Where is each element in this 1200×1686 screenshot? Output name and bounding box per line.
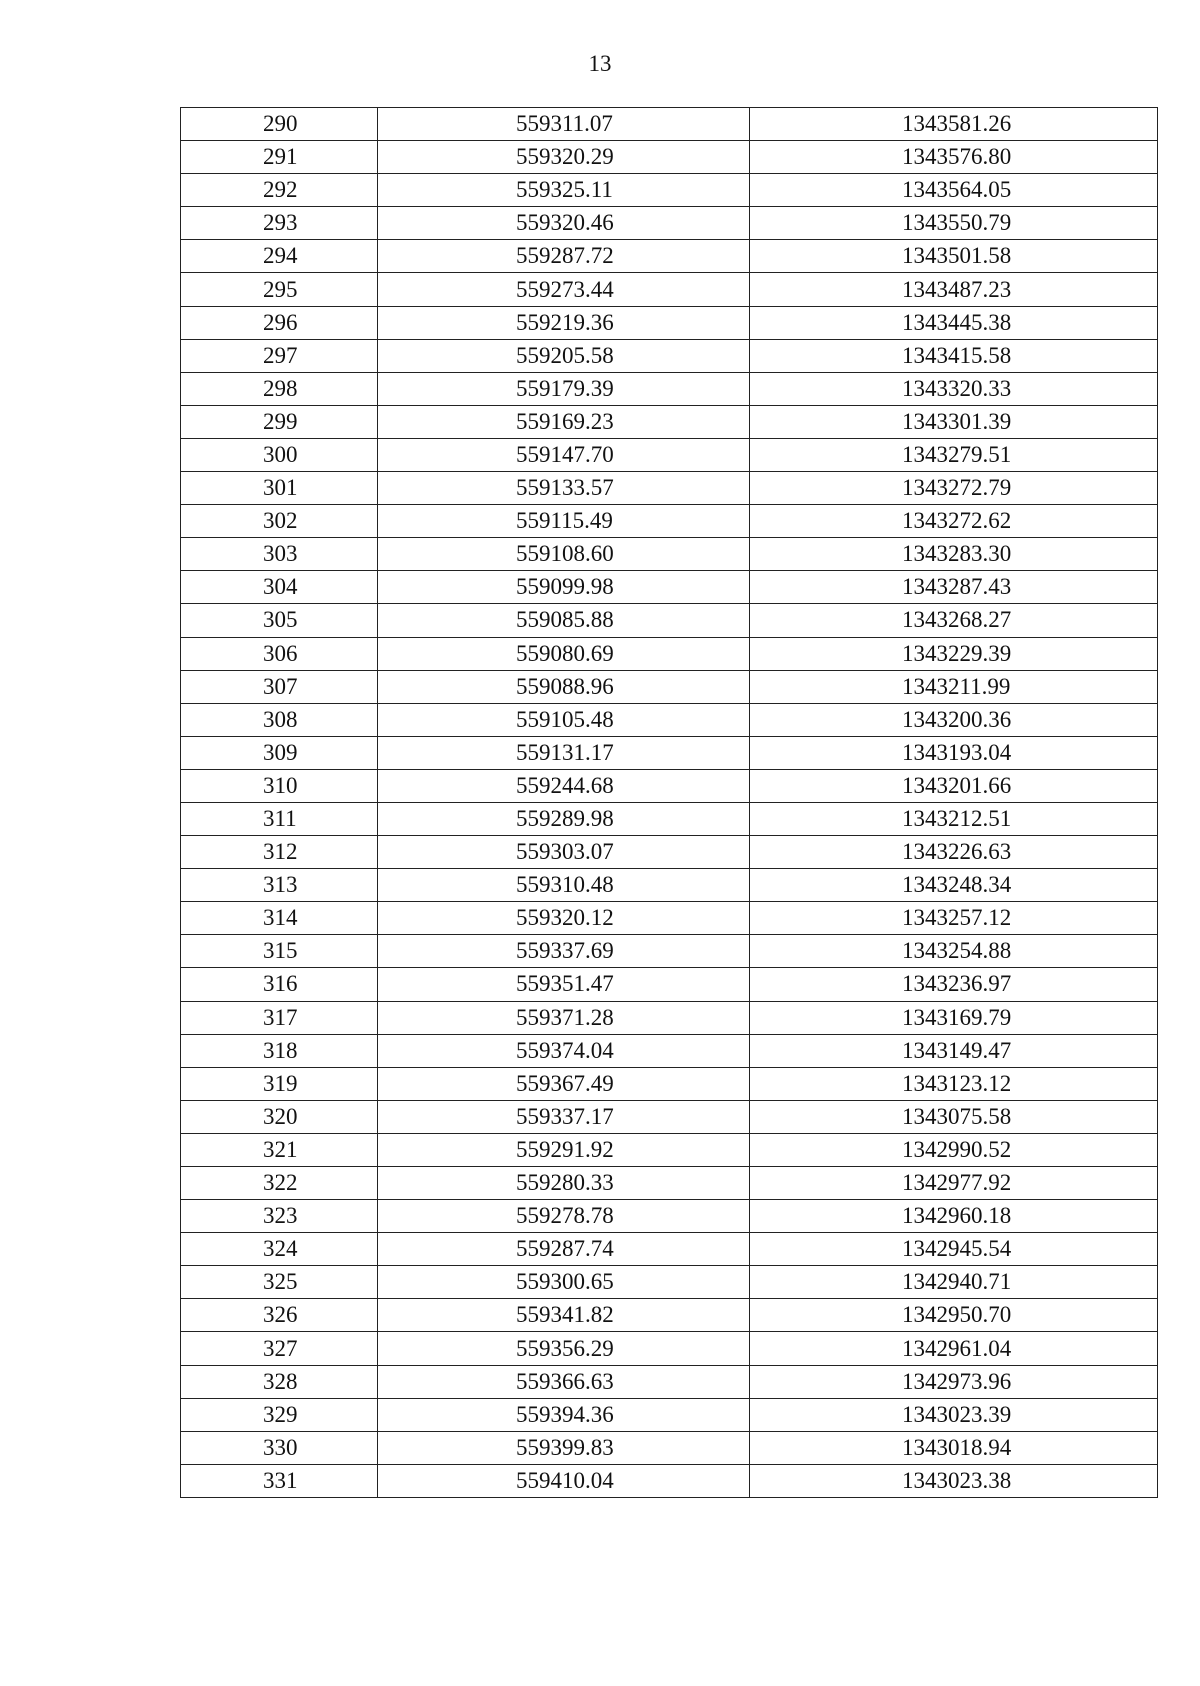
- y-coordinate-cell: 1343023.39: [750, 1398, 1158, 1431]
- table-row: [181, 240, 1158, 273]
- point-number-cell: 311: [181, 802, 378, 835]
- table-row: [181, 968, 1158, 1001]
- y-coordinate-cell: 1342940.71: [750, 1266, 1158, 1299]
- table-row: [181, 339, 1158, 372]
- y-coordinate-cell: 1343226.63: [750, 836, 1158, 869]
- x-coordinate-cell: 559399.83: [378, 1431, 750, 1464]
- x-coordinate-cell: 559303.07: [378, 836, 750, 869]
- point-number-cell: 326: [181, 1299, 378, 1332]
- point-number-cell: 315: [181, 935, 378, 968]
- x-coordinate-cell: 559320.29: [378, 141, 750, 174]
- y-coordinate-cell: 1343257.12: [750, 902, 1158, 935]
- y-coordinate-cell: 1343320.33: [750, 372, 1158, 405]
- page-number: 13: [588, 51, 612, 76]
- x-coordinate-cell: 559366.63: [378, 1365, 750, 1398]
- y-coordinate-cell: 1343445.38: [750, 306, 1158, 339]
- point-number-cell: 318: [181, 1034, 378, 1067]
- x-coordinate-cell: 559099.98: [378, 571, 750, 604]
- y-coordinate-cell: 1343236.97: [750, 968, 1158, 1001]
- x-coordinate-cell: 559337.17: [378, 1100, 750, 1133]
- y-coordinate-cell: 1343301.39: [750, 405, 1158, 438]
- y-coordinate-cell: 1343272.62: [750, 505, 1158, 538]
- y-coordinate-cell: 1343268.27: [750, 604, 1158, 637]
- table-row: [181, 472, 1158, 505]
- y-coordinate-cell: 1343201.66: [750, 769, 1158, 802]
- x-coordinate-cell: 559341.82: [378, 1299, 750, 1332]
- point-number-cell: 327: [181, 1332, 378, 1365]
- point-number-cell: 331: [181, 1464, 378, 1497]
- x-coordinate-cell: 559287.72: [378, 240, 750, 273]
- table-row: [181, 604, 1158, 637]
- table-row: [181, 141, 1158, 174]
- table-row: [181, 405, 1158, 438]
- coordinate-table: [180, 107, 1158, 1498]
- y-coordinate-cell: 1343229.39: [750, 637, 1158, 670]
- table-row: [181, 902, 1158, 935]
- x-coordinate-cell: 559320.12: [378, 902, 750, 935]
- x-coordinate-cell: 559300.65: [378, 1266, 750, 1299]
- y-coordinate-cell: 1343212.51: [750, 802, 1158, 835]
- x-coordinate-cell: 559337.69: [378, 935, 750, 968]
- point-number-cell: 310: [181, 769, 378, 802]
- y-coordinate-cell: 1343200.36: [750, 703, 1158, 736]
- x-coordinate-cell: 559080.69: [378, 637, 750, 670]
- table-row: [181, 174, 1158, 207]
- point-number-cell: 325: [181, 1266, 378, 1299]
- point-number-cell: 303: [181, 538, 378, 571]
- point-number-cell: 317: [181, 1001, 378, 1034]
- table-row: [181, 703, 1158, 736]
- point-number-cell: 313: [181, 869, 378, 902]
- table-row: [181, 736, 1158, 769]
- y-coordinate-cell: 1342973.96: [750, 1365, 1158, 1398]
- x-coordinate-cell: 559115.49: [378, 505, 750, 538]
- point-number-cell: 320: [181, 1100, 378, 1133]
- x-coordinate-cell: 559367.49: [378, 1067, 750, 1100]
- point-number-cell: 328: [181, 1365, 378, 1398]
- y-coordinate-cell: 1343211.99: [750, 670, 1158, 703]
- table-row: [181, 869, 1158, 902]
- table-row: [181, 1133, 1158, 1166]
- point-number-cell: 321: [181, 1133, 378, 1166]
- point-number-cell: 308: [181, 703, 378, 736]
- table-row: [181, 1299, 1158, 1332]
- point-number-cell: 305: [181, 604, 378, 637]
- y-coordinate-cell: 1343018.94: [750, 1431, 1158, 1464]
- table-row: [181, 1167, 1158, 1200]
- y-coordinate-cell: 1343075.58: [750, 1100, 1158, 1133]
- coordinate-table-body: [181, 108, 1158, 1498]
- table-row: [181, 670, 1158, 703]
- point-number-cell: 296: [181, 306, 378, 339]
- y-coordinate-cell: 1343287.43: [750, 571, 1158, 604]
- x-coordinate-cell: 559219.36: [378, 306, 750, 339]
- y-coordinate-cell: 1343248.34: [750, 869, 1158, 902]
- x-coordinate-cell: 559131.17: [378, 736, 750, 769]
- point-number-cell: 330: [181, 1431, 378, 1464]
- table-row: [181, 802, 1158, 835]
- y-coordinate-cell: 1343576.80: [750, 141, 1158, 174]
- x-coordinate-cell: 559371.28: [378, 1001, 750, 1034]
- x-coordinate-cell: 559147.70: [378, 438, 750, 471]
- point-number-cell: 316: [181, 968, 378, 1001]
- table-row: [181, 1001, 1158, 1034]
- point-number-cell: 306: [181, 637, 378, 670]
- y-coordinate-cell: 1343283.30: [750, 538, 1158, 571]
- point-number-cell: 291: [181, 141, 378, 174]
- y-coordinate-cell: 1342961.04: [750, 1332, 1158, 1365]
- x-coordinate-cell: 559280.33: [378, 1167, 750, 1200]
- x-coordinate-cell: 559311.07: [378, 108, 750, 141]
- table-row: [181, 1100, 1158, 1133]
- point-number-cell: 323: [181, 1200, 378, 1233]
- point-number-cell: 298: [181, 372, 378, 405]
- table-row: [181, 1266, 1158, 1299]
- table-row: [181, 1067, 1158, 1100]
- table-row: [181, 1365, 1158, 1398]
- point-number-cell: 322: [181, 1167, 378, 1200]
- x-coordinate-cell: 559108.60: [378, 538, 750, 571]
- point-number-cell: 309: [181, 736, 378, 769]
- table-row: [181, 571, 1158, 604]
- y-coordinate-cell: 1343149.47: [750, 1034, 1158, 1067]
- point-number-cell: 294: [181, 240, 378, 273]
- x-coordinate-cell: 559085.88: [378, 604, 750, 637]
- x-coordinate-cell: 559244.68: [378, 769, 750, 802]
- table-row: [181, 108, 1158, 141]
- x-coordinate-cell: 559278.78: [378, 1200, 750, 1233]
- y-coordinate-cell: 1343415.58: [750, 339, 1158, 372]
- x-coordinate-cell: 559133.57: [378, 472, 750, 505]
- y-coordinate-cell: 1343279.51: [750, 438, 1158, 471]
- table-row: [181, 1464, 1158, 1497]
- point-number-cell: 302: [181, 505, 378, 538]
- y-coordinate-cell: 1343193.04: [750, 736, 1158, 769]
- table-row: [181, 1332, 1158, 1365]
- point-number-cell: 297: [181, 339, 378, 372]
- y-coordinate-cell: 1343169.79: [750, 1001, 1158, 1034]
- x-coordinate-cell: 559356.29: [378, 1332, 750, 1365]
- point-number-cell: 307: [181, 670, 378, 703]
- x-coordinate-cell: 559273.44: [378, 273, 750, 306]
- y-coordinate-cell: 1342960.18: [750, 1200, 1158, 1233]
- table-row: [181, 1233, 1158, 1266]
- y-coordinate-cell: 1342990.52: [750, 1133, 1158, 1166]
- point-number-cell: 301: [181, 472, 378, 505]
- x-coordinate-cell: 559088.96: [378, 670, 750, 703]
- table-row: [181, 273, 1158, 306]
- x-coordinate-cell: 559105.48: [378, 703, 750, 736]
- x-coordinate-cell: 559325.11: [378, 174, 750, 207]
- table-row: [181, 836, 1158, 869]
- table-row: [181, 505, 1158, 538]
- x-coordinate-cell: 559291.92: [378, 1133, 750, 1166]
- table-row: [181, 438, 1158, 471]
- y-coordinate-cell: 1343581.26: [750, 108, 1158, 141]
- point-number-cell: 319: [181, 1067, 378, 1100]
- x-coordinate-cell: 559287.74: [378, 1233, 750, 1266]
- point-number-cell: 312: [181, 836, 378, 869]
- y-coordinate-cell: 1343023.38: [750, 1464, 1158, 1497]
- point-number-cell: 300: [181, 438, 378, 471]
- table-row: [181, 637, 1158, 670]
- x-coordinate-cell: 559289.98: [378, 802, 750, 835]
- point-number-cell: 292: [181, 174, 378, 207]
- table-row: [181, 306, 1158, 339]
- y-coordinate-cell: 1342945.54: [750, 1233, 1158, 1266]
- table-row: [181, 769, 1158, 802]
- table-row: [181, 538, 1158, 571]
- table-row: [181, 1034, 1158, 1067]
- point-number-cell: 295: [181, 273, 378, 306]
- y-coordinate-cell: 1343501.58: [750, 240, 1158, 273]
- x-coordinate-cell: 559205.58: [378, 339, 750, 372]
- x-coordinate-cell: 559410.04: [378, 1464, 750, 1497]
- x-coordinate-cell: 559179.39: [378, 372, 750, 405]
- point-number-cell: 293: [181, 207, 378, 240]
- point-number-cell: 304: [181, 571, 378, 604]
- table-row: [181, 1398, 1158, 1431]
- x-coordinate-cell: 559169.23: [378, 405, 750, 438]
- x-coordinate-cell: 559310.48: [378, 869, 750, 902]
- y-coordinate-cell: 1343123.12: [750, 1067, 1158, 1100]
- x-coordinate-cell: 559394.36: [378, 1398, 750, 1431]
- table-row: [181, 935, 1158, 968]
- point-number-cell: 290: [181, 108, 378, 141]
- point-number-cell: 324: [181, 1233, 378, 1266]
- x-coordinate-cell: 559374.04: [378, 1034, 750, 1067]
- table-row: [181, 372, 1158, 405]
- point-number-cell: 299: [181, 405, 378, 438]
- y-coordinate-cell: 1343564.05: [750, 174, 1158, 207]
- x-coordinate-cell: 559351.47: [378, 968, 750, 1001]
- y-coordinate-cell: 1342950.70: [750, 1299, 1158, 1332]
- point-number-cell: 314: [181, 902, 378, 935]
- y-coordinate-cell: 1343254.88: [750, 935, 1158, 968]
- y-coordinate-cell: 1342977.92: [750, 1167, 1158, 1200]
- x-coordinate-cell: 559320.46: [378, 207, 750, 240]
- y-coordinate-cell: 1343487.23: [750, 273, 1158, 306]
- table-row: [181, 1200, 1158, 1233]
- y-coordinate-cell: 1343550.79: [750, 207, 1158, 240]
- table-row: [181, 207, 1158, 240]
- point-number-cell: 329: [181, 1398, 378, 1431]
- table-row: [181, 1431, 1158, 1464]
- y-coordinate-cell: 1343272.79: [750, 472, 1158, 505]
